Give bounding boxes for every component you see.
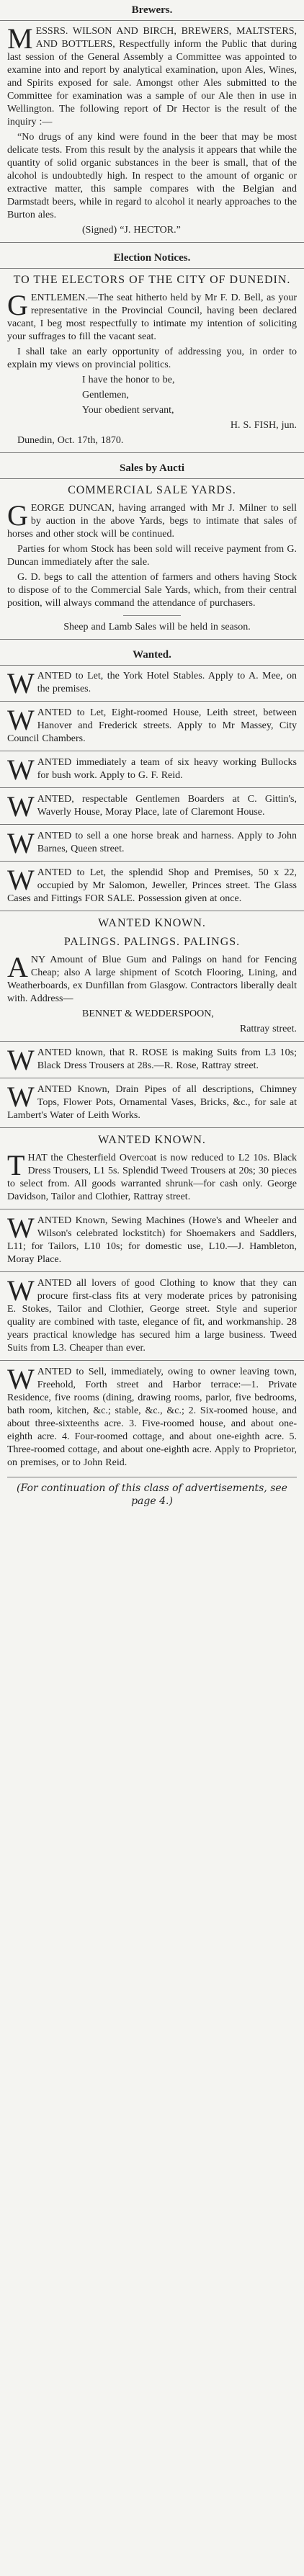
wanted-ad-body [7, 1083, 297, 1122]
wanted-ad-body [7, 667, 297, 699]
drop-cap: M [7, 22, 33, 55]
divider [0, 639, 304, 640]
brewers-report: “No drugs of any kind were found in the beer that may be most delicate tests. From this result by the analysis it appears that while the quantity of solid organic substances in the beer is small, that of the alcohol is undoubtedly high. In respect to the amount of organic or extractive matter, this sample compares with the Belgian and Darmstadt beers, while in regard to alcohol it nearly approaches to the Burton ales. [7, 132, 297, 220]
auction-body-para [7, 499, 297, 541]
brewers-signature: (Signed) “J. HECTOR.” [82, 225, 181, 236]
drop-cap: W [7, 864, 35, 896]
section-title-auction: Sales by Aucti [0, 458, 304, 479]
drop-cap: W [7, 1212, 35, 1244]
wanted-ad-text: ANTED to Let, the York Hotel Stables. Apply to A. Mee, on the premises. [37, 671, 297, 694]
wanted-ad [7, 1363, 297, 1470]
section-title-wanted: Wanted. [0, 645, 304, 666]
divider [0, 242, 304, 243]
drop-cap: W [7, 790, 35, 823]
drop-cap: T [7, 1149, 25, 1181]
palings-signature: BENNET & WEDDERSPOON, [82, 1009, 214, 1019]
wanted-ad-body [7, 864, 297, 905]
drop-cap: G [7, 289, 28, 321]
chesterfield-body-para [7, 1149, 297, 1204]
auction-body-2: Parties for whom Stock has been sold will receive payment from G. Duncan immediately after the sale. [7, 544, 297, 568]
wanted-ad-text: ANTED, respectable Gentlemen Boarders at C. Gittin's, Waverly House, Moray Place, late of Claremont House. [37, 794, 297, 818]
wanted-ad-body [7, 790, 297, 823]
wanted-ad-body [7, 753, 297, 786]
drop-cap: G [7, 499, 28, 532]
divider [0, 1127, 304, 1128]
palings-heading-2: PALINGS. PALINGS. PALINGS. [63, 936, 241, 948]
wanted-ad-text: ANTED known, that R. ROSE is making Suits from L3 10s; Black Dress Trousers at 28s.—R. Rose, Rattray street. [37, 1047, 297, 1071]
wanted-ad [7, 790, 297, 823]
wanted-ad-text: ANTED to Let, the splendid Shop and Premises, 50 x 22, occupied by Mr Salomon, Jeweller, Princes street. The Glass Cases and Fittings FOR SALE. Possession given at once. [7, 867, 297, 904]
divider [0, 701, 304, 702]
election-body-para [7, 289, 297, 344]
wanted-ad [7, 827, 297, 859]
wanted-ad-text: ANTED to Let, Eight-roomed House, Leith street, between Hanover and Frederick streets. Apply to Mr Massey, City Council Chambers. [7, 707, 297, 744]
auction-body: EORGE DUNCAN, having arranged with Mr J. Milner to sell by auction in the above Yards, begs to intimate that sales of horses and other stock will be continued. [7, 503, 297, 540]
auction-footer: Sheep and Lamb Sales will be held in season. [63, 622, 251, 632]
auction-heading: COMMERCIAL SALE YARDS. [68, 484, 236, 496]
short-divider [123, 615, 181, 616]
continuation-footnote: (For continuation of this class of advertisements, see page 4.) [7, 1477, 297, 1508]
divider [0, 1271, 304, 1272]
section-title-election: Election Notices. [0, 248, 304, 269]
chesterfield-advertisement [7, 1149, 297, 1204]
chesterfield-heading: WANTED KNOWN. [98, 1134, 206, 1146]
wanted-ad-text: ANTED Known, Sewing Machines (Howe's and Wheeler and Wilson's celebrated lockstitch) for Shoemakers and Saddlers, L11; for Tailors, L10 10s; for domestic use, L10.—J. Hambleton, Moray Place. [7, 1215, 297, 1265]
drop-cap: W [7, 1274, 35, 1307]
divider [0, 1360, 304, 1361]
drop-cap: W [7, 704, 35, 736]
wanted-ad [7, 1083, 297, 1122]
auction-advertisement [7, 499, 297, 634]
palings-heading-1: WANTED KNOWN. [98, 917, 206, 929]
wanted-ad [7, 753, 297, 786]
palings-advertisement [7, 951, 297, 1036]
election-body-2: I shall take an early opportunity of addressing you, in order to explain my views on provincial politics. [7, 346, 297, 370]
section-title-brewers: Brewers. [0, 0, 304, 21]
drop-cap: W [7, 667, 35, 699]
palings-signature-2: Rattray street. [239, 1024, 297, 1034]
palings-body: NY Amount of Blue Gum and Palings on hand for Fencing Cheap; also A large shipment of Scotch Flooring, Lining, and Weatherboards, ex Dunfillan from Glasgow. Contractors liberally dealt with. Address— [7, 954, 297, 1004]
drop-cap: A [7, 951, 28, 983]
divider [0, 861, 304, 862]
wanted-ad-body [7, 1363, 297, 1470]
election-heading: TO THE ELECTORS OF THE CITY OF DUNEDIN. [13, 274, 291, 286]
palings-body-para [7, 951, 297, 1006]
wanted-ad [7, 667, 297, 699]
wanted-ad [7, 1274, 297, 1355]
wanted-ad-body [7, 1212, 297, 1266]
wanted-ad [7, 704, 297, 746]
wanted-ad-body [7, 1274, 297, 1355]
election-date: Dunedin, Oct. 17th, 1870. [17, 435, 124, 446]
wanted-ad-body [7, 1044, 297, 1076]
brewers-advertisement [7, 22, 297, 237]
election-closing-2: Gentlemen, [82, 390, 129, 401]
election-body: ENTLEMEN.—The seat hitherto held by Mr F. D. Bell, as your representative in the Provincial Council, having been declared vacant, I beg most respectfully to intimate my intention of soliciting your suffrages to fill the vacant seat. [7, 292, 297, 342]
brewers-text: ESSRS. WILSON AND BIRCH, BREWERS, MALTSTERS, AND BOTTLERS, Respectfully inform the Public that during last session of the General Assembly a Committee was appointed to examine into and report by analytical examination, upon Ales, Wines, and Spirits exposed for sale. Amongst other Ales submitted to the Committee for examination was a sample of our Ale then in use in Wellington. The following report of Dr Hector is the result of the inquiry :— [7, 26, 297, 128]
election-closing-1: I have the honor to be, [82, 375, 175, 385]
election-closing-3: Your obedient servant, [82, 405, 174, 416]
divider [0, 787, 304, 788]
divider [0, 452, 304, 453]
wanted-ad [7, 1044, 297, 1076]
drop-cap: W [7, 1363, 35, 1395]
wanted-ad-text: ANTED all lovers of good Clothing to know that they can procure first-class fits at very moderate prices by patronising E. Stokes, Tailor and Clothier, George street. Style and superior quality are combined with taste, elegance of fit, and workmanship. 28 years practical knowledge has secured him a large business. Tweed Suits from L3. Cheaper than ever. [7, 1278, 297, 1354]
wanted-ad [7, 1212, 297, 1266]
divider [0, 824, 304, 825]
drop-cap: W [7, 1081, 35, 1113]
wanted-ad-text: ANTED immediately a team of six heavy working Bullocks for bush work. Apply to G. F. Reid. [37, 757, 297, 781]
divider [0, 1041, 304, 1042]
wanted-ad-body [7, 704, 297, 746]
election-advertisement [7, 289, 297, 447]
auction-body-3: G. D. begs to call the attention of farmers and others having Stock to dispose of to the Commercial Sale Yards, which, from their central position, will always command the attendance of purchasers. [7, 572, 297, 609]
wanted-ad-text: ANTED to Sell, immediately, owing to owner leaving town, Freehold, Forth street and Harbor terrace:—1. Private Residence, five rooms (dining, drawing rooms, parlor, five bedrooms, bath room, kitchen, &c.; stable, &c., &c.; 2. Six-roomed house, and about three-sixteenths acre. 3. Five-roomed house, and about one-eighth acre. 4. Four-roomed cottage, and about one-eighth acre. 5. Three-roomed cottage, and about one-eighth acre. Apply to Proprietor, on premises, or to John Reid. [7, 1367, 297, 1468]
wanted-ad [7, 864, 297, 905]
wanted-ad-text: ANTED to sell a one horse break and harness. Apply to John Barnes, Queen street. [37, 831, 297, 854]
drop-cap: W [7, 827, 35, 859]
brewers-intro [7, 22, 297, 129]
drop-cap: W [7, 753, 35, 786]
wanted-ad-text: ANTED Known, Drain Pipes of all descriptions, Chimney Tops, Flower Pots, Ornamental Vases, Bricks, &c., for sale at Lambert's Water of Leith Works. [7, 1084, 297, 1121]
wanted-ad-body [7, 827, 297, 859]
drop-cap: W [7, 1044, 35, 1076]
chesterfield-body: HAT the Chesterfield Overcoat is now reduced to L2 10s. Black Dress Trousers, L1 5s. Splendid Tweed Trousers at 20s; 30 pieces to select from. All goods warranted shrunk—for cash only. George Davidson, Tailor and Clothier, Rattray street. [7, 1153, 297, 1202]
election-signature: H. S. FISH, jun. [230, 420, 297, 431]
